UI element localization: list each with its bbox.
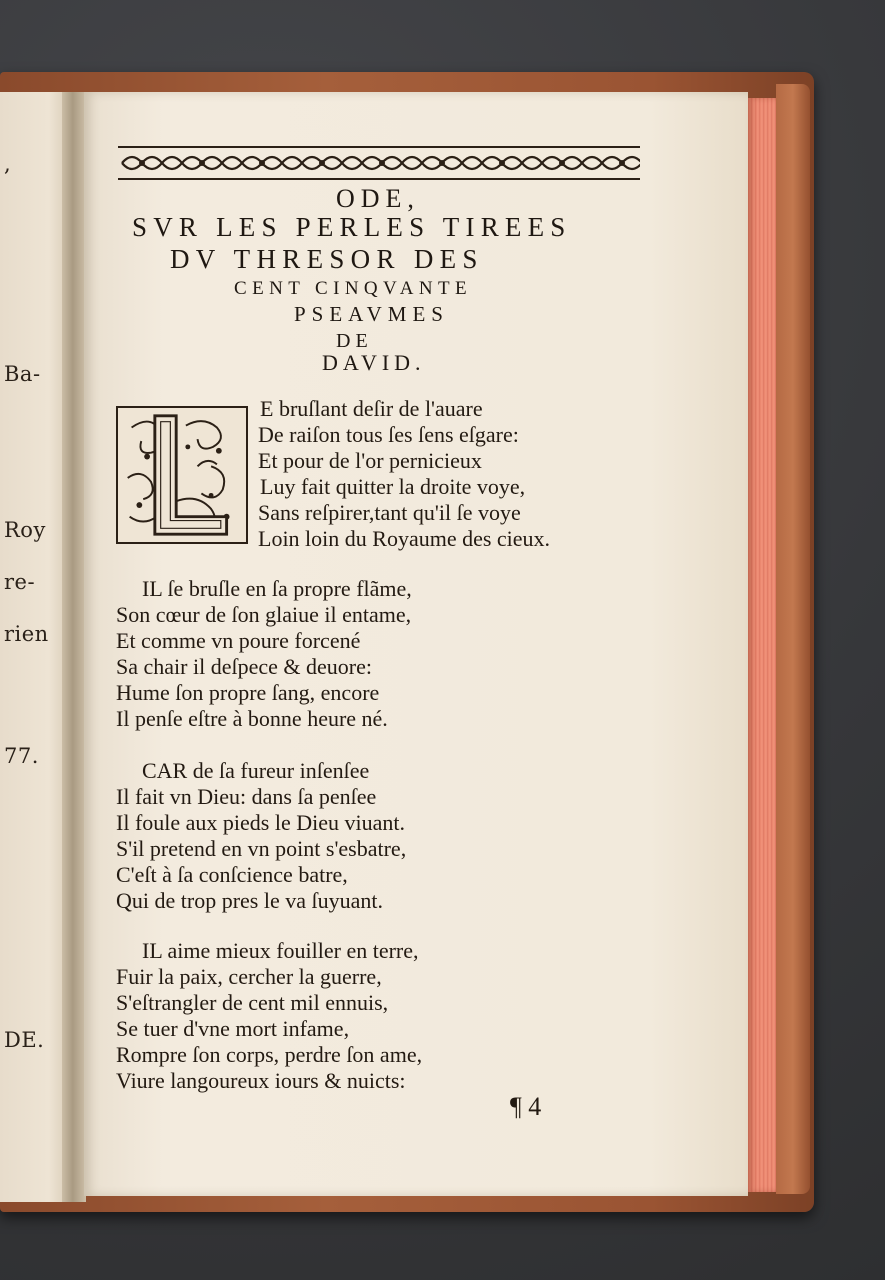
left-page [0,92,70,1202]
title-line: CENT CINQVANTE [234,278,472,299]
verse-line: Rompre ſon corps, perdre ſon ame, [116,1042,423,1067]
verse-line: IL aime mieux fouiller en terre, [142,938,419,963]
title-line: DAVID. [322,350,426,375]
verse-line: De raiſon tous ſes ſens eſgare: [258,422,519,447]
title-line: PSEAVMES [294,302,449,326]
verse-line: Hume ſon propre ſang, encore [116,680,380,705]
verse-line: C'eſt à ſa conſcience batre, [116,862,348,887]
verse-line: Il fait vn Dieu: dans ſa penſee [116,784,377,809]
verse-line: Viure langoureux iours & nuicts: [116,1068,406,1093]
left-page-fragment: re- [4,570,36,594]
floral-headpiece-ornament-icon [118,146,640,180]
left-page-fragment: 77. [4,744,39,768]
cover-edge [776,84,810,1194]
left-page-fragment: Ba- [4,362,41,386]
verse-line: Il penſe eſtre à bonne heure né. [116,706,388,731]
verse-line: Et pour de l'or pernicieux [258,448,482,473]
verse-line: E bruſlant deſir de l'auare [260,396,483,421]
verse-line: Luy fait quitter la droite voye, [260,474,526,499]
page-fore-edge [748,98,776,1192]
verse-line: Sa chair il deſpece & deuore: [116,654,372,679]
verse-line: Son cœur de ſon glaiue il entame, [116,602,412,627]
signature-mark: ¶ 4 [510,1092,542,1121]
title-line: SVR LES PERLES TIREES [132,212,572,242]
left-page-fragment: Roy [4,518,46,542]
verse-line: S'eſtrangler de cent mil ennuis, [116,990,389,1015]
left-page-fragment: , [4,152,12,176]
verse-line: Se tuer d'vne mort infame, [116,1016,350,1041]
verse-line: Sans reſpirer,tant qu'il ſe voye [258,500,521,525]
decorated-initial-icon [116,406,248,544]
verse-line: Qui de trop pres le va ſuyuant. [116,888,383,913]
verse-line: Loin loin du Royaume des cieux. [258,526,551,551]
book-gutter [62,92,86,1202]
left-page-fragment: DE. [4,1028,45,1052]
title-line: DV THRESOR DES [170,244,484,274]
right-page [84,92,748,1196]
verse-line: IL ſe bruſle en ſa propre flãme, [142,576,412,601]
verse-line: CAR de ſa fureur inſenſee [142,758,370,783]
verse-line: Fuir la paix, cercher la guerre, [116,964,382,989]
title-line: DE [336,330,373,352]
left-page-fragment: rien [4,622,49,646]
verse-line: Et comme vn poure forcené [116,628,361,653]
verse-line: S'il pretend en vn point s'esbatre, [116,836,407,861]
title-line: ODE, [336,184,420,213]
verse-line: Il foule aux pieds le Dieu viuant. [116,810,405,835]
